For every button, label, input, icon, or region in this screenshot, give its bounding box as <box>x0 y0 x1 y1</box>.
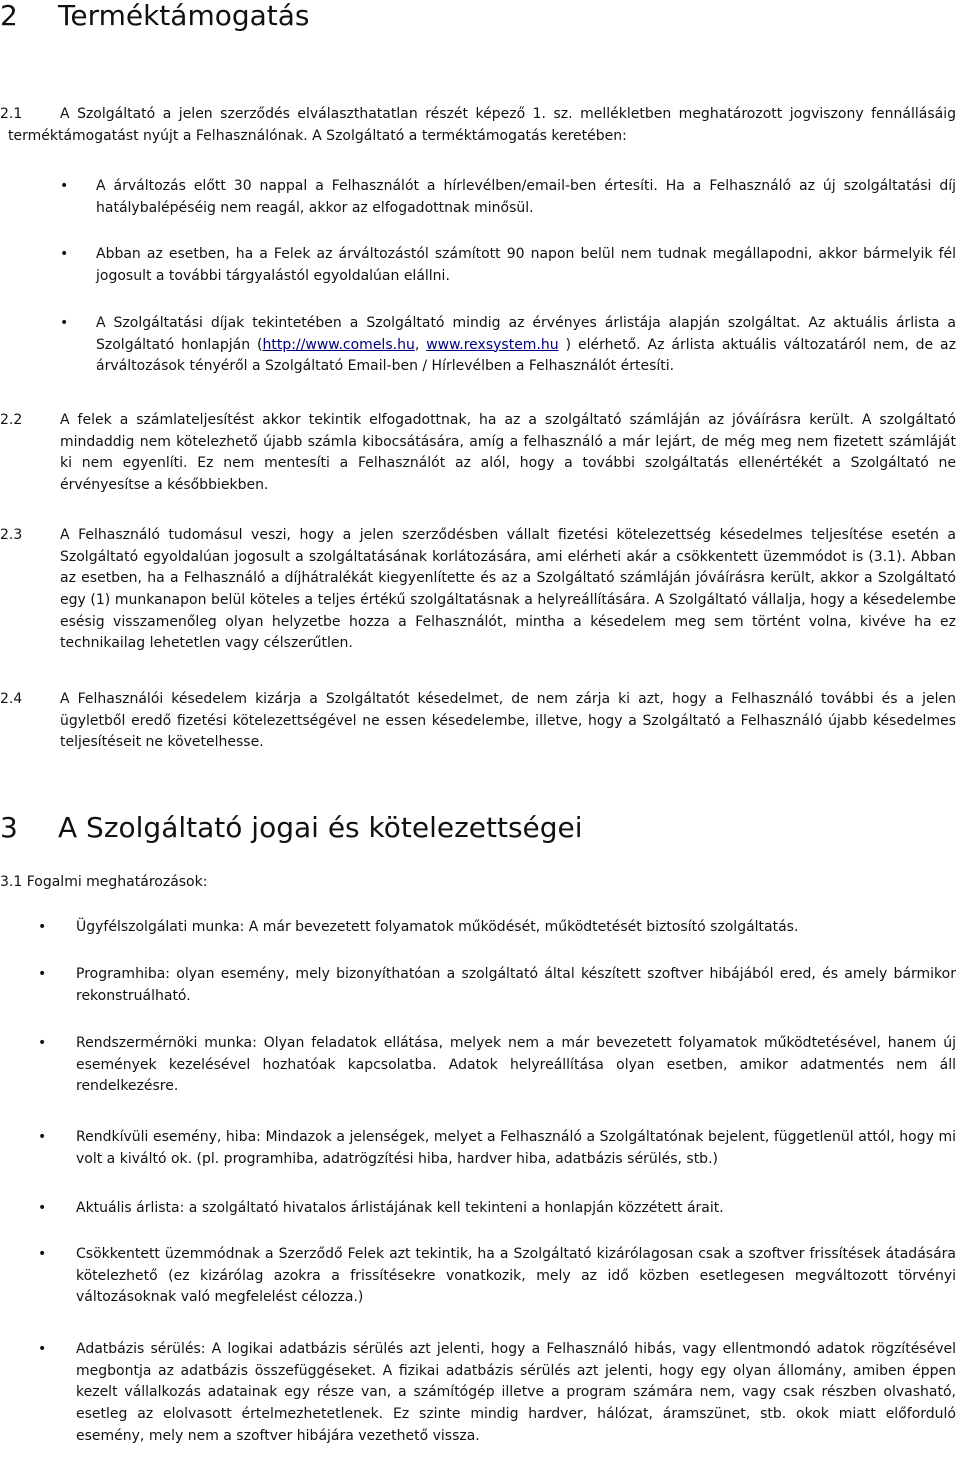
definition-text: Rendkívüli esemény, hiba: Mindazok a jelenségek, melyet a Felhasználó a Szolgáltatónak bejelent, függetlenül attól, hogy mi volt a kiváltó ok. (pl. programhiba, adatrögzítési hiba, hardver hiba, adatbázis sérülés, stb.) <box>76 1129 956 1167</box>
paragraph-2-4-number: 2.4 <box>0 691 23 707</box>
definition-text: Programhiba: olyan esemény, mely bizonyíthatóan a szolgáltató által készített szoftver hibájából ered, és amely bármikor rekonstruálható. <box>76 966 956 1004</box>
definition-system-engineering <box>76 1033 956 1098</box>
section-2-number: 2 <box>0 0 18 32</box>
definition-text: Ügyfélszolgálati munka: A már bevezetett folyamatok működését, működtetését biztosító szolgáltatás. <box>76 919 799 935</box>
paragraph-2-3 <box>0 525 956 655</box>
paragraph-2-2 <box>0 410 956 497</box>
bullet-price-list <box>96 313 956 378</box>
comels-link[interactable]: http://www.comels.hu <box>262 336 415 353</box>
section-3-heading <box>0 811 583 844</box>
definition-text: Adatbázis sérülés: A logikai adatbázis sérülés azt jelenti, hogy a Felhasználó hibás, vagy ellentmondó adatok rögzítésével megbontja az adatbázis összefüggéseket. A fizikai adatbázis sérülés azt jelenti, hogy egy olyan állomány, amiben éppen kezelt vállalkozás adatainak egy része van, a számítógép illetve a program számára nem, vagy csak részben olvasható, esetleg az elolvasott értelmezhetetlenek. Ez szinte mindig hardver, hálózat, áramszünet, stb. okok miatt előforduló esemény, mely nem a szoftver hibájára vezethető vissza. <box>76 1341 956 1444</box>
paragraph-2-1-number: 2.1 <box>0 106 23 122</box>
definition-database-damage <box>76 1339 956 1447</box>
section-2-title: Terméktámogatás <box>58 0 310 32</box>
link-separator: , <box>414 336 427 353</box>
definition-customer-service <box>76 917 956 939</box>
bullet-text-end: ) elérhető. Az árlista aktuális változatáról nem, de az árváltozások tényéről a Szolgáltató Email-ben / Hírlevélben a Felhasználót értesíti. <box>96 336 956 375</box>
bullet-text-start: A Szolgáltatási díjak tekintetében a Szolgáltató mindig az érvényes árlistája alapján szolgáltat. Az aktuális árlista a Szolgáltató honlapján ( <box>96 315 956 353</box>
paragraph-2-1-text: A Szolgáltató a jelen szerződés elválaszthatatlan részét képező 1. sz. mellékletben meghatározott jogviszony fennállásáig terméktámogatást nyújt a Felhasználónak. A Szolgáltató a terméktámogatás keretében: <box>8 106 956 144</box>
section-3-title: A Szolgáltató jogai és kötelezettségei <box>58 811 583 844</box>
bullet-price-change-withdrawal <box>96 244 956 287</box>
bullet-price-change-notice <box>96 176 956 219</box>
paragraph-2-2-number: 2.2 <box>0 412 23 428</box>
definition-extraordinary-event <box>76 1127 956 1170</box>
definition-text: Csökkentett üzemmódnak a Szerződő Felek azt tekintik, ha a Szolgáltató kizárólagosan csak a szoftver frissítések átadására kötelezhető (ez kizárólag azokra a frissítésekre vonatkozik, mely az idő közben esetlegesen megváltozott törvényi változásoknak való megfelelést célozza.) <box>76 1246 956 1306</box>
rexsystem-link[interactable]: www.rexsystem.hu <box>426 336 559 353</box>
subheading-3-1: 3.1 Fogalmi meghatározások: <box>0 874 208 890</box>
paragraph-2-1 <box>0 104 956 147</box>
bullet-text: Abban az esetben, ha a Felek az árváltozástól számított 90 napon belül nem tudnak megállapodni, akkor bármelyik fél jogosult a további tárgyalástól egyoldalúan elállni. <box>96 246 956 284</box>
definition-current-price-list <box>76 1198 956 1220</box>
section-2-heading <box>0 2 310 30</box>
paragraph-2-3-number: 2.3 <box>0 527 23 543</box>
section-3-number: 3 <box>0 811 18 844</box>
definition-text: Rendszermérnöki munka: Olyan feladatok ellátása, melyek nem a már bevezetett folyamatok működtetésével, hanem új események kezelésével hozhatóak kapcsolatba. Adatok helyreállítása olyan esetben, amikor adatmentés nem áll rendelkezésre. <box>76 1035 956 1095</box>
paragraph-2-4 <box>0 689 956 754</box>
paragraph-2-3-text: A Felhasználó tudomásul veszi, hogy a jelen szerződésben vállalt fizetési kötelezettség késedelmes teljesítése esetén a Szolgáltató egyoldalúan jogosult a szolgáltatásának korlátozására, ami elérheti akár a csökkentett üzemmódot is (3.1). Abban az esetben, ha a Felhasználó a díjhátralékát kiegyenlítette és az a Szolgáltató számláján jóváírásra került, akkor a Szolgáltató egy (1) munkanapon belül köteles a teljes értékű szolgáltatásnak a helyreállítására. A Szolgáltató vállalja, hogy a késedelembe esésig visszamenőleg olyan helyzetbe hozza a Felhasználót, mintha a késedelem meg sem történt volna, kivéve ha ez technikailag lehetetlen vagy célszerűtlen. <box>60 527 956 652</box>
paragraph-2-4-text: A Felhasználói késedelem kizárja a Szolgáltatót késedelmet, de nem zárja ki azt, hogy a Felhasználó további és a jelen ügyletből eredő fizetési kötelezettségével ne essen késedelembe, illetve, hogy a Szolgáltató a Felhasználó újabb késedelmes teljesítéseit ne követelhesse. <box>60 691 956 751</box>
definition-program-error <box>76 964 956 1007</box>
paragraph-2-2-text: A felek a számlateljesítést akkor tekintik elfogadottnak, ha az a szolgáltató számláján az jóváírásra került. A szolgáltató mindaddig nem kötelezhető újabb számla kibocsátására, amíg a felhasználó a már lejárt, de még meg nem fizetett számláját ki nem egyenlíti. Ez nem mentesíti a Felhasználót az alól, hogy a további szolgáltatás ellenértékét a Szolgáltató ne érvényesítse a későbbiekben. <box>60 412 956 494</box>
definition-reduced-mode <box>76 1244 956 1309</box>
bullet-text: A árváltozás előtt 30 nappal a Felhasználót a hírlevélben/email-ben értesíti. Ha a Felhasználó az új szolgáltatási díj hatálybalépéséig nem reagál, akkor az elfogadottnak minősül. <box>96 178 956 216</box>
definition-text: Aktuális árlista: a szolgáltató hivatalos árlistájának kell tekinteni a honlapján közzétett árait. <box>76 1200 724 1216</box>
